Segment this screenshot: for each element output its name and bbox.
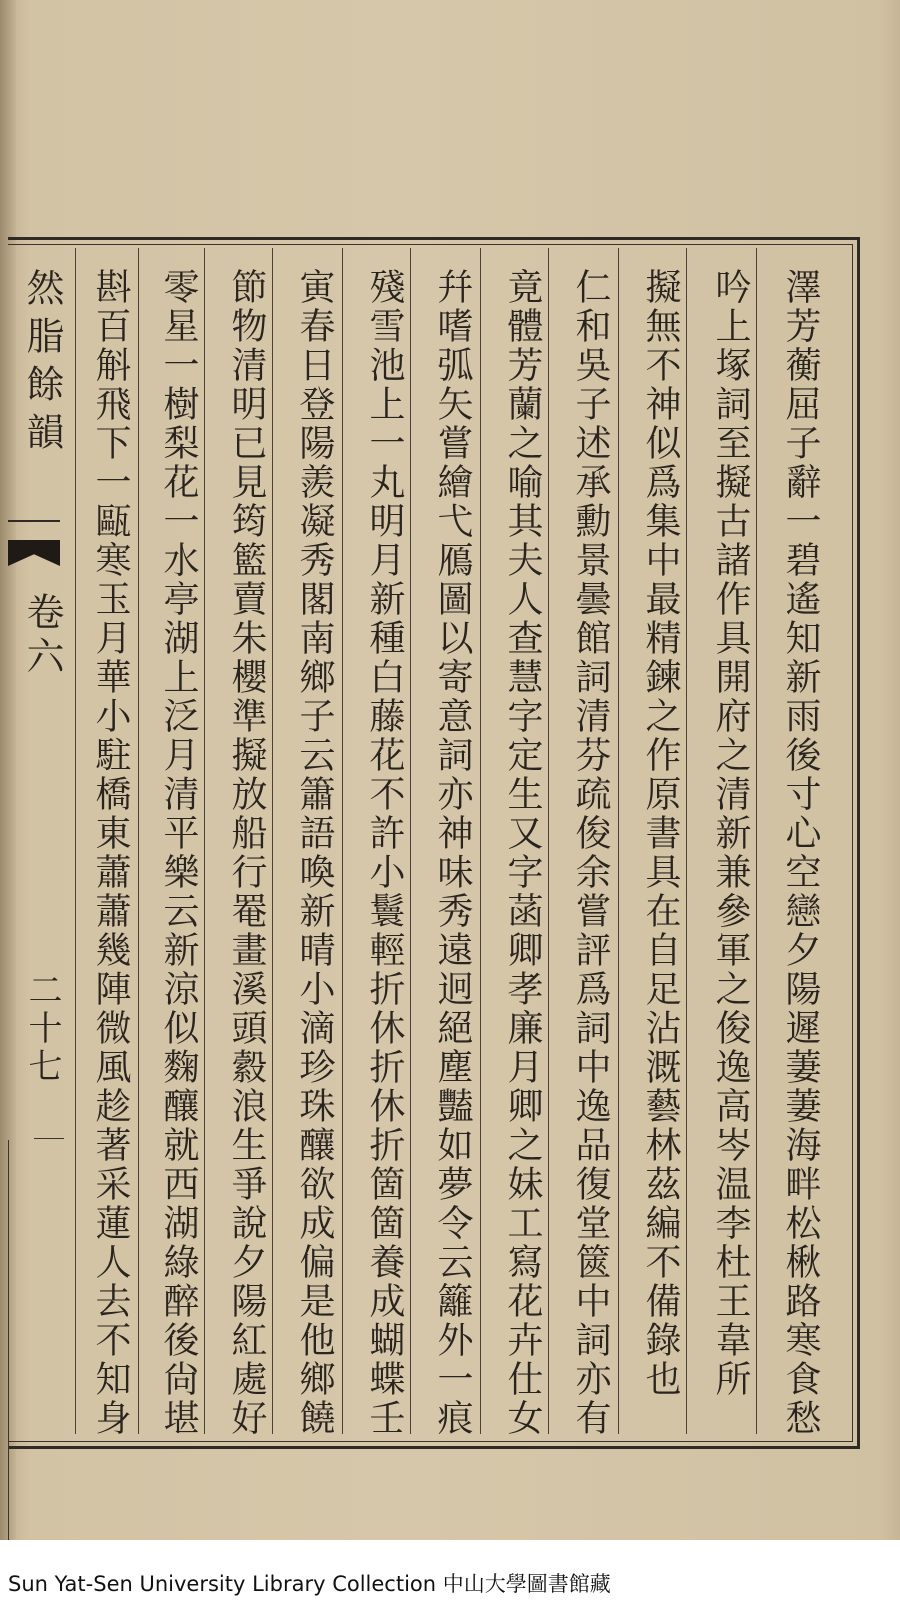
column-rule [618,248,619,1434]
column-rule [342,248,343,1434]
column-rule [756,248,757,1434]
text-column: 零星一樹梨花一水亭湖上泛月清平樂云新涼似麴釀就西湖綠醉後尙堪 [158,268,199,1438]
margin-rule [8,1140,9,1540]
text-column: 節物清明已見筠籃賣朱櫻準擬放船行罨畫溪頭縠浪生爭說夕陽紅處好 [226,268,267,1438]
text-column: 仁和吳子述承勳景曇館詞清芬疏俊余嘗評爲詞中逸品復堂篋中詞亦有 [570,268,611,1438]
text-column: 澤芳蘅屈子辭一碧遙知新雨後寸心空戀夕陽遲萋萋海畔松楸路寒食愁 [780,268,821,1438]
margin-tick [34,1138,64,1139]
column-rule [204,248,205,1434]
text-column: 竟體芳蘭之喻其夫人查慧字定生又字菡卿孝廉月卿之妹工寫花卉仕女 [502,268,543,1438]
column-rule [686,248,687,1434]
page-number: 二十七 [22,972,62,1086]
column-rule [138,248,139,1434]
book-title: 然脂餘韻 [20,268,64,460]
fish-tail-line [8,520,60,522]
text-column: 擬無不神似爲集中最精鍊之作原書具在自足沾溉藝林茲編不備錄也 [640,268,681,1399]
column-rule [75,248,76,1434]
column-rule [410,248,411,1434]
column-rule [548,248,549,1434]
column-rule [272,248,273,1434]
text-column: 殘雪池上一丸明月新種白藤花不許小鬟輕折休折休折箇箇養成蝴蝶壬 [364,268,405,1438]
text-column: 吟上塚詞至擬古諸作具開府之清新兼參軍之俊逸高岑温李杜王韋所 [710,268,751,1399]
volume-label: 卷六 [20,592,64,680]
collection-credit: Sun Yat-Sen University Library Collection 中山大學圖書館藏 [8,1572,611,1596]
column-rule [480,248,481,1434]
text-column: 寅春日登陽羨凝秀閣南鄉子云簫語喚新晴小滴珍珠釀欲成偏是他鄉饒 [294,268,335,1438]
text-column: 幷嗜弧矢嘗繪弋鴈圖以寄意詞亦神味秀遠迥絕塵豔如夢令云籬外一痕 [432,268,473,1438]
text-column: 斟百斛飛下一甌寒玉月華小駐橋東蕭蕭幾陣微風趁著采蓮人去不知身 [90,268,131,1438]
